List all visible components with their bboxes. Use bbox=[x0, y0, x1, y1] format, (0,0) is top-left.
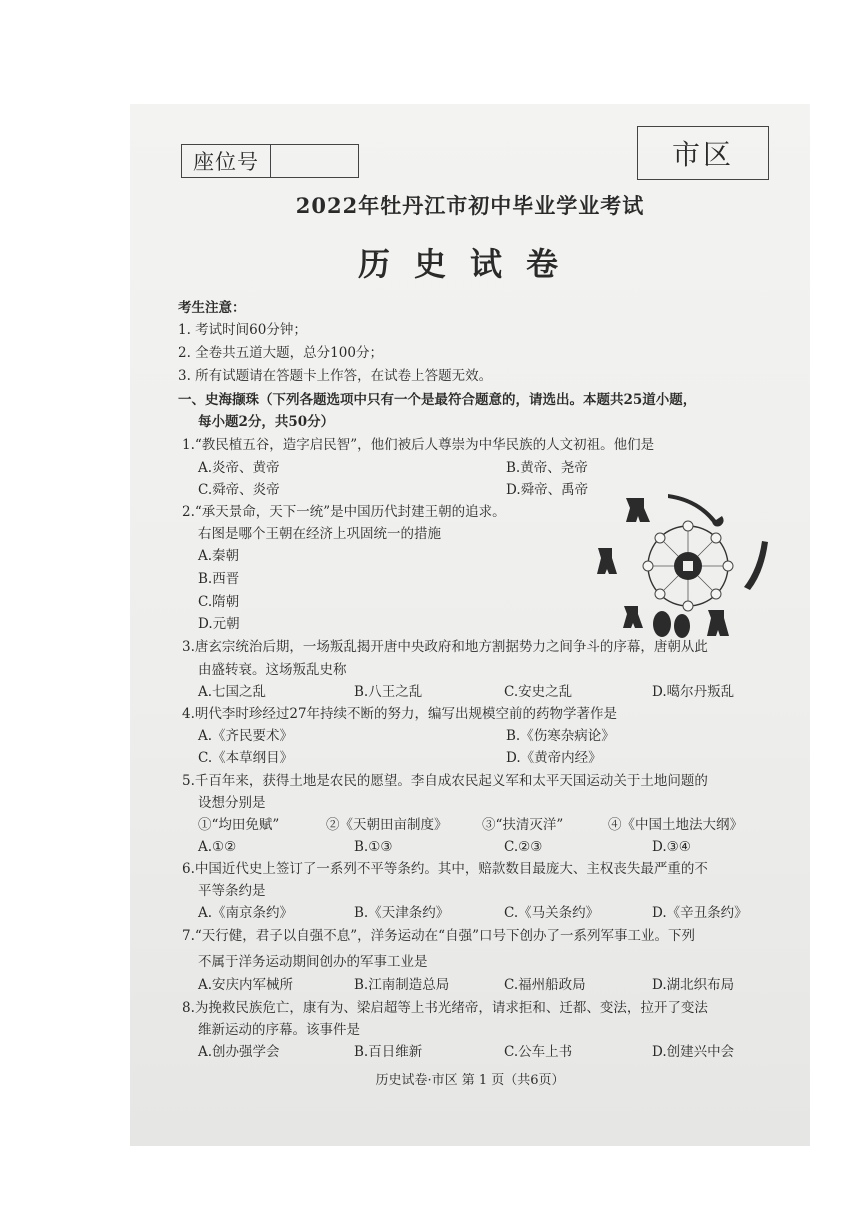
question-stem: 7.“天行健，君子以自强不息”，洋务运动在“自强”口号下创办了一系列军事工业。下列 bbox=[182, 928, 695, 944]
option-c: C.隋朝 bbox=[198, 594, 240, 610]
notice-item: 2. 全卷共五道大题，总分100分； bbox=[178, 345, 383, 361]
option-c: C.《马关条约》 bbox=[504, 905, 600, 921]
paper-title: 历史试卷 bbox=[357, 245, 582, 283]
region-box: 市区 bbox=[637, 126, 769, 180]
option-b: B.八王之乱 bbox=[354, 684, 423, 700]
seat-number-label: 座位号 bbox=[182, 145, 271, 177]
option-b: B.西晋 bbox=[198, 571, 240, 587]
question-stem-cont: 右图是哪个王朝在经济上巩固统一的措施 bbox=[198, 526, 441, 542]
option-a: A.①② bbox=[198, 839, 237, 855]
page-footer: 历史试卷·市区 第 1 页（共6页） bbox=[375, 1073, 565, 1088]
exam-title: 2022年牡丹江市初中毕业学业考试 bbox=[295, 193, 645, 218]
question-stem-cont: 维新运动的序幕。该事件是 bbox=[198, 1022, 360, 1038]
option-a: A.秦朝 bbox=[198, 548, 240, 564]
option-b: B.《伤寒杂病论》 bbox=[506, 728, 615, 744]
option-b: B.黄帝、尧帝 bbox=[506, 460, 588, 476]
notice-item: 3. 所有试题请在答题卡上作答，在试卷上答题无效。 bbox=[178, 368, 493, 384]
option-d: D.创建兴中会 bbox=[652, 1044, 735, 1060]
option-d: D.舜帝、禹帝 bbox=[506, 482, 589, 498]
seat-number-blank bbox=[271, 145, 358, 177]
question-stem: 4.明代李时珍经过27年持续不断的努力，编写出规模空前的药物学著作是 bbox=[182, 706, 618, 722]
notice-heading: 考生注意： bbox=[178, 300, 246, 316]
statement-item: ④《中国土地法大纲》 bbox=[608, 817, 743, 833]
statement-item: ③“扶清灭洋” bbox=[482, 817, 564, 833]
question-stem: 1.“教民植五谷，造字启民智”，他们被后人尊崇为中华民族的人文初祖。他们是 bbox=[182, 437, 655, 453]
option-b: B.①③ bbox=[354, 839, 393, 855]
question-stem: 5.千百年来，获得土地是农民的愿望。李自成农民起义军和太平天国运动关于土地问题的 bbox=[182, 773, 708, 789]
option-d: D.③④ bbox=[652, 839, 691, 855]
exam-paper bbox=[130, 104, 810, 1146]
notice-item: 1. 考试时间60分钟； bbox=[178, 322, 307, 338]
question-stem-cont: 平等条约是 bbox=[198, 883, 266, 899]
option-c: C.安史之乱 bbox=[504, 684, 573, 700]
section-heading: 一、史海撷珠（下列各题选项中只有一个是最符合题意的，请选出。本题共25道小题， bbox=[178, 392, 697, 408]
option-d: D.湖北织布局 bbox=[652, 977, 735, 993]
currency-unification-figure bbox=[596, 486, 796, 646]
option-d: D.元朝 bbox=[198, 616, 240, 632]
statement-item: ②《天朝田亩制度》 bbox=[326, 817, 448, 833]
option-a: A.安庆内军械所 bbox=[198, 977, 294, 993]
option-d: D.《黄帝内经》 bbox=[506, 750, 602, 766]
question-stem: 6.中国近代史上签订了一系列不平等条约。其中，赔款数目最庞大、主权丧失最严重的不 bbox=[182, 861, 708, 877]
option-d: D.噶尔丹叛乱 bbox=[652, 684, 735, 700]
option-b: B.江南制造总局 bbox=[354, 977, 450, 993]
question-stem: 2.“承天景命，天下一统”是中国历代封建王朝的追求。 bbox=[182, 504, 506, 520]
section-heading-cont: 每小题2分，共50分） bbox=[198, 414, 335, 430]
statement-item: ①“均田免赋” bbox=[198, 817, 280, 833]
seat-number-box bbox=[181, 144, 359, 178]
option-d: D.《辛丑条约》 bbox=[652, 905, 748, 921]
option-c: C.福州船政局 bbox=[504, 977, 586, 993]
option-a: A.七国之乱 bbox=[198, 684, 267, 700]
option-c: C.《本草纲目》 bbox=[198, 750, 294, 766]
option-c: C.舜帝、炎帝 bbox=[198, 482, 280, 498]
question-stem-cont: 不属于洋务运动期间创办的军事工业是 bbox=[198, 954, 428, 970]
option-a: A.《齐民要术》 bbox=[198, 728, 294, 744]
option-a: A.《南京条约》 bbox=[198, 905, 294, 921]
option-b: B.百日维新 bbox=[354, 1044, 423, 1060]
question-stem-cont: 设想分别是 bbox=[198, 795, 266, 811]
question-stem: 3.唐玄宗统治后期，一场叛乱揭开唐中央政府和地方割据势力之间争斗的序幕，唐朝从此 bbox=[182, 639, 708, 655]
option-c: C.②③ bbox=[504, 839, 543, 855]
question-stem-cont: 由盛转衰。这场叛乱史称 bbox=[198, 662, 347, 678]
option-b: B.《天津条约》 bbox=[354, 905, 450, 921]
option-a: A.炎帝、黄帝 bbox=[198, 460, 280, 476]
option-a: A.创办强学会 bbox=[198, 1044, 280, 1060]
option-c: C.公车上书 bbox=[504, 1044, 573, 1060]
question-stem: 8.为挽救民族危亡，康有为、梁启超等上书光绪帝，请求拒和、迁都、变法，拉开了变法 bbox=[182, 1000, 708, 1016]
